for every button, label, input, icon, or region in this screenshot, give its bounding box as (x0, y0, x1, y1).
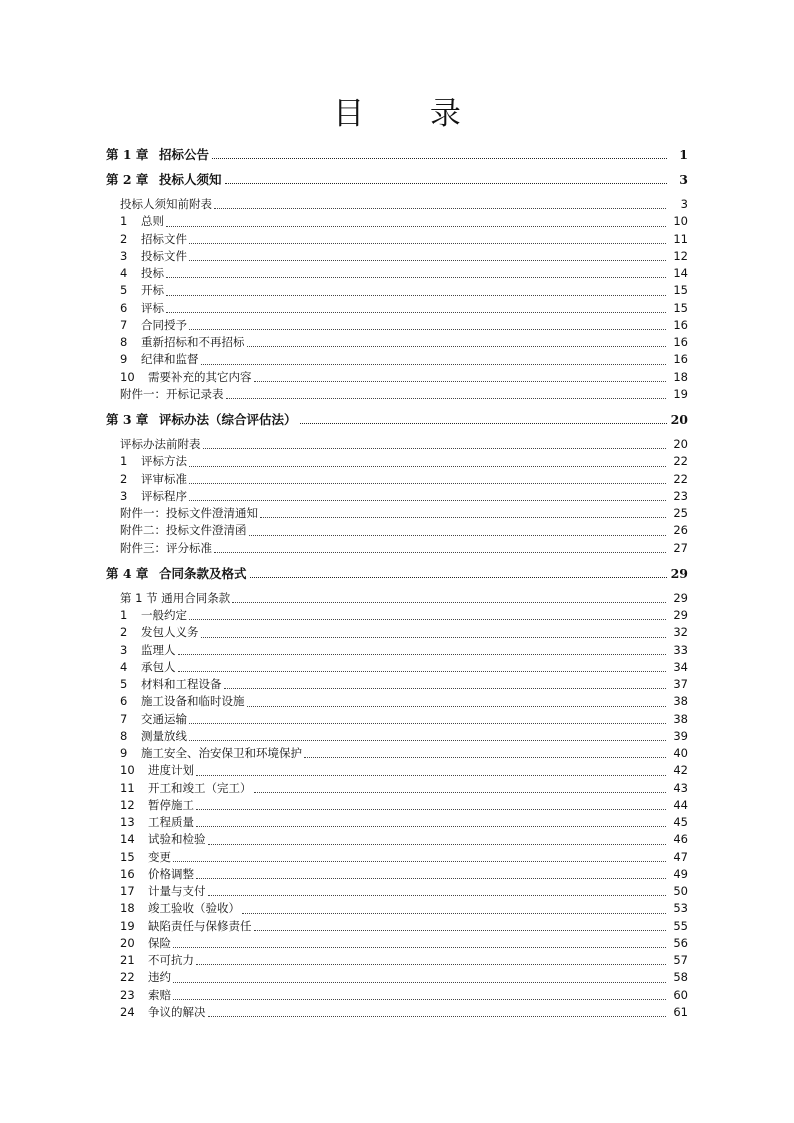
toc-entry-row[interactable] (106, 711, 688, 728)
entry-title: 承包人 (141, 659, 176, 674)
entry-number: 2 (120, 471, 128, 486)
entry-page-number: 37 (673, 677, 688, 691)
dot-leader (189, 618, 666, 620)
entry-title: 第 1 节 通用合同条款 (120, 590, 231, 605)
entry-title: 争议的解决 (148, 1004, 206, 1019)
entry-page-number: 26 (673, 523, 688, 538)
toc-entry-row[interactable] (106, 317, 688, 334)
toc-entry-row[interactable] (106, 693, 688, 710)
dot-leader (196, 808, 666, 810)
toc-entry-row[interactable] (106, 505, 688, 522)
entry-title: 评审标准 (141, 471, 187, 486)
entry-title: 违约 (148, 970, 171, 985)
entry-number: 5 (120, 677, 128, 691)
entry-number: 24 (120, 1004, 135, 1019)
dot-leader (201, 363, 667, 365)
dot-leader (189, 242, 666, 244)
entry-page-number: 16 (673, 352, 688, 367)
toc-entry-row[interactable] (106, 436, 688, 453)
chapter-number: 第 4 章 (106, 565, 149, 581)
entry-title: 索赔 (148, 987, 171, 1002)
entry-number: 17 (120, 884, 135, 898)
dot-leader (196, 877, 666, 879)
entry-page-number: 53 (673, 901, 688, 916)
entry-page-number: 56 (673, 935, 688, 950)
entry-title: 监理人 (141, 642, 176, 657)
entry-title: 不可抗力 (148, 953, 194, 967)
entry-title: 合同授予 (141, 317, 187, 332)
entry-title: 保险 (148, 935, 171, 950)
dot-leader (196, 825, 666, 827)
entry-title: 一般约定 (141, 608, 187, 622)
entry-page-number: 34 (673, 659, 688, 674)
entry-page-number: 12 (673, 248, 688, 263)
entry-number: 2 (120, 231, 128, 246)
dot-leader (224, 687, 667, 689)
entry-title: 附件一：投标文件澄清通知 (120, 506, 258, 520)
toc-entry-row[interactable] (106, 831, 688, 848)
dot-leader (178, 653, 667, 655)
toc-entry-row[interactable] (106, 866, 688, 883)
entry-page-number: 16 (673, 335, 688, 349)
dot-leader (166, 225, 666, 227)
entry-page-number: 18 (673, 369, 688, 384)
dot-leader (189, 722, 666, 724)
entry-page-number: 25 (673, 506, 688, 520)
dot-leader (173, 946, 666, 948)
dot-leader (225, 182, 667, 184)
entry-page-number: 27 (673, 540, 688, 555)
dot-leader (208, 843, 667, 845)
toc-entry-row[interactable] (106, 231, 688, 248)
toc-entry-row[interactable] (106, 334, 688, 351)
dot-leader (304, 756, 666, 758)
entry-title: 施工设备和临时设施 (141, 694, 245, 709)
toc-entry-row[interactable] (106, 814, 688, 831)
table-of-contents (106, 138, 688, 1021)
entry-title: 评标方法 (141, 454, 187, 469)
dot-leader (250, 576, 667, 578)
entry-title: 竣工验收（验收） (148, 901, 240, 916)
dot-leader (247, 705, 667, 707)
entry-number: 21 (120, 953, 135, 967)
entry-number: 7 (120, 711, 128, 726)
entry-page-number: 38 (673, 711, 688, 726)
entry-title: 需要补充的其它内容 (148, 369, 252, 384)
dot-leader (196, 963, 666, 965)
dot-leader (173, 981, 666, 983)
toc-entry-row[interactable] (106, 607, 688, 624)
entry-number: 9 (120, 746, 128, 760)
dot-leader (214, 207, 666, 209)
dot-leader (260, 516, 666, 518)
entry-title: 缺陷责任与保修责任 (148, 918, 252, 933)
toc-entry-row[interactable] (106, 969, 688, 986)
dot-leader (254, 791, 667, 793)
entry-number: 13 (120, 815, 135, 829)
entry-page-number: 40 (673, 746, 688, 760)
entry-number: 1 (120, 454, 128, 469)
toc-entry-row[interactable] (106, 248, 688, 265)
entry-page-number: 22 (673, 454, 688, 469)
entry-title: 投标人须知前附表 (120, 197, 212, 211)
dot-leader (254, 929, 667, 931)
entry-title: 发包人义务 (141, 625, 199, 640)
entry-page-number: 49 (673, 866, 688, 881)
entry-page-number: 38 (673, 694, 688, 709)
entry-number: 3 (120, 488, 128, 503)
entry-title: 纪律和监督 (141, 352, 199, 367)
dot-leader (189, 499, 666, 501)
toc-entry-row[interactable] (106, 918, 688, 935)
dot-leader (247, 345, 667, 347)
entry-title: 测量放线 (141, 728, 187, 743)
dot-leader (232, 601, 666, 603)
entry-page-number: 57 (673, 953, 688, 967)
entry-title: 总则 (141, 214, 164, 229)
entry-title: 附件三：评分标准 (120, 540, 212, 555)
entry-page-number: 32 (673, 625, 688, 640)
dot-leader (196, 774, 666, 776)
chapter-title: 评标办法（综合评估法） (159, 411, 297, 427)
entry-title: 投标文件 (141, 248, 187, 263)
chapter-number: 第 1 章 (106, 146, 149, 162)
entry-page-number: 16 (673, 317, 688, 332)
toc-entry-row[interactable] (106, 797, 688, 814)
toc-entry-row[interactable] (106, 369, 688, 386)
entry-number: 10 (120, 369, 135, 384)
entry-number: 1 (120, 214, 128, 229)
entry-title: 暂停施工 (148, 797, 194, 812)
entry-number: 20 (120, 935, 135, 950)
entry-number: 19 (120, 918, 135, 933)
entry-title: 招标文件 (141, 231, 187, 246)
entry-title: 变更 (148, 849, 171, 864)
toc-entry-row[interactable] (106, 728, 688, 745)
entry-page-number: 23 (673, 488, 688, 503)
toc-entry-row[interactable] (106, 935, 688, 952)
entry-title: 施工安全、治安保卫和环境保护 (141, 746, 302, 760)
dot-leader (208, 894, 667, 896)
toc-entry-row[interactable] (106, 282, 688, 299)
chapter-page-number: 29 (670, 565, 688, 581)
toc-entry-row[interactable] (106, 624, 688, 641)
toc-entry-row[interactable] (106, 351, 688, 368)
entry-number: 5 (120, 283, 128, 298)
toc-entry-row[interactable] (106, 952, 688, 969)
entry-page-number: 44 (673, 797, 688, 812)
entry-number: 22 (120, 970, 135, 985)
entry-page-number: 45 (673, 815, 688, 829)
toc-entry-row[interactable] (106, 1004, 688, 1021)
entry-number: 10 (120, 763, 135, 778)
dot-leader (226, 397, 667, 399)
dot-leader (189, 482, 666, 484)
entry-number: 9 (120, 352, 128, 367)
entry-title: 附件二：投标文件澄清函 (120, 523, 247, 538)
entry-page-number: 46 (673, 832, 688, 847)
dot-leader (208, 1015, 667, 1017)
toc-entry-row[interactable] (106, 987, 688, 1004)
entry-title: 评标程序 (141, 488, 187, 503)
chapter-number: 第 2 章 (106, 171, 149, 187)
dot-leader (214, 551, 666, 553)
entry-page-number: 14 (673, 266, 688, 280)
entry-number: 14 (120, 832, 135, 847)
entry-title: 评标 (141, 300, 164, 315)
entry-number: 6 (120, 694, 128, 709)
entry-title: 价格调整 (148, 866, 194, 881)
toc-entry-row[interactable] (106, 883, 688, 900)
entry-title: 重新招标和不再招标 (141, 335, 245, 349)
dot-leader (300, 422, 667, 424)
dot-leader (166, 311, 666, 313)
entry-number: 3 (120, 248, 128, 263)
entry-number: 12 (120, 797, 135, 812)
entry-page-number: 42 (673, 763, 688, 778)
dot-leader (178, 670, 667, 672)
chapter-page-number: 1 (679, 146, 688, 162)
entry-title: 投标 (141, 266, 164, 280)
entry-title: 附件一：开标记录表 (120, 386, 224, 401)
entry-number: 8 (120, 335, 128, 349)
toc-entry-row[interactable] (106, 762, 688, 779)
chapter-number: 第 3 章 (106, 411, 149, 427)
entry-page-number: 47 (673, 849, 688, 864)
toc-chapter-row[interactable] (106, 564, 688, 582)
toc-entry-row[interactable] (106, 745, 688, 762)
toc-entry-row[interactable] (106, 540, 688, 557)
toc-entry-row[interactable] (106, 213, 688, 230)
entry-number: 23 (120, 987, 135, 1002)
entry-number: 4 (120, 266, 128, 280)
entry-number: 15 (120, 849, 135, 864)
entry-page-number: 15 (673, 283, 688, 298)
entry-number: 4 (120, 659, 128, 674)
entry-title: 工程质量 (148, 815, 194, 829)
chapter-page-number: 20 (670, 411, 688, 427)
entry-page-number: 11 (673, 231, 688, 246)
toc-entry-row[interactable] (106, 900, 688, 917)
entry-title: 交通运输 (141, 711, 187, 726)
entry-page-number: 19 (673, 386, 688, 401)
toc-entry-row[interactable] (106, 849, 688, 866)
entry-number: 11 (120, 780, 135, 795)
entry-title: 开标 (141, 283, 164, 298)
toc-entry-row[interactable] (106, 488, 688, 505)
dot-leader (173, 998, 666, 1000)
entry-number: 16 (120, 866, 135, 881)
dot-leader (249, 534, 667, 536)
entry-number: 2 (120, 625, 128, 640)
entry-page-number: 39 (673, 728, 688, 743)
chapter-page-number: 3 (679, 171, 688, 187)
toc-chapter-row[interactable] (106, 145, 688, 163)
toc-entry-row[interactable] (106, 590, 688, 607)
toc-entry-row[interactable] (106, 196, 688, 213)
entry-page-number: 10 (673, 214, 688, 229)
entry-page-number: 61 (673, 1004, 688, 1019)
entry-title: 评标办法前附表 (120, 437, 201, 451)
toc-entry-row[interactable] (106, 453, 688, 470)
entry-page-number: 29 (673, 608, 688, 622)
entry-number: 3 (120, 642, 128, 657)
dot-leader (242, 912, 666, 914)
entry-title: 进度计划 (148, 763, 194, 778)
entry-number: 6 (120, 300, 128, 315)
entry-title: 开工和竣工（完工） (148, 780, 252, 795)
toc-entry-row[interactable] (106, 642, 688, 659)
entry-page-number: 22 (673, 471, 688, 486)
toc-entry-row[interactable] (106, 659, 688, 676)
dot-leader (203, 447, 667, 449)
entry-page-number: 55 (673, 918, 688, 933)
dot-leader (189, 739, 666, 741)
entry-page-number: 50 (673, 884, 688, 898)
entry-number: 7 (120, 317, 128, 332)
entry-page-number: 20 (673, 437, 688, 451)
toc-title: 目 录 (333, 96, 489, 132)
dot-leader (173, 860, 666, 862)
entry-page-number: 33 (673, 642, 688, 657)
toc-entry-row[interactable] (106, 780, 688, 797)
dot-leader (166, 276, 666, 278)
dot-leader (189, 465, 666, 467)
entry-number: 18 (120, 901, 135, 916)
entry-number: 1 (120, 608, 128, 622)
toc-entry-row[interactable] (106, 522, 688, 539)
dot-leader (166, 294, 666, 296)
entry-page-number: 3 (680, 197, 688, 211)
toc-entry-row[interactable] (106, 386, 688, 403)
toc-entry-row[interactable] (106, 300, 688, 317)
entry-page-number: 58 (673, 970, 688, 985)
toc-entry-row[interactable] (106, 676, 688, 693)
dot-leader (212, 157, 667, 159)
entry-page-number: 43 (673, 780, 688, 795)
entry-number: 8 (120, 728, 128, 743)
entry-page-number: 60 (673, 987, 688, 1002)
toc-chapter-row[interactable] (106, 170, 688, 188)
entry-title: 计量与支付 (148, 884, 206, 898)
chapter-title: 招标公告 (159, 146, 210, 162)
entry-page-number: 15 (673, 300, 688, 315)
toc-entry-row[interactable] (106, 265, 688, 282)
entry-title: 材料和工程设备 (141, 677, 222, 691)
entry-title: 试验和检验 (148, 832, 206, 847)
dot-leader (201, 636, 667, 638)
entry-page-number: 29 (673, 590, 688, 605)
dot-leader (254, 380, 667, 382)
chapter-title: 合同条款及格式 (159, 565, 247, 581)
toc-chapter-row[interactable] (106, 410, 688, 428)
toc-entry-row[interactable] (106, 471, 688, 488)
chapter-title: 投标人须知 (159, 171, 222, 187)
dot-leader (189, 259, 666, 261)
dot-leader (189, 328, 666, 330)
